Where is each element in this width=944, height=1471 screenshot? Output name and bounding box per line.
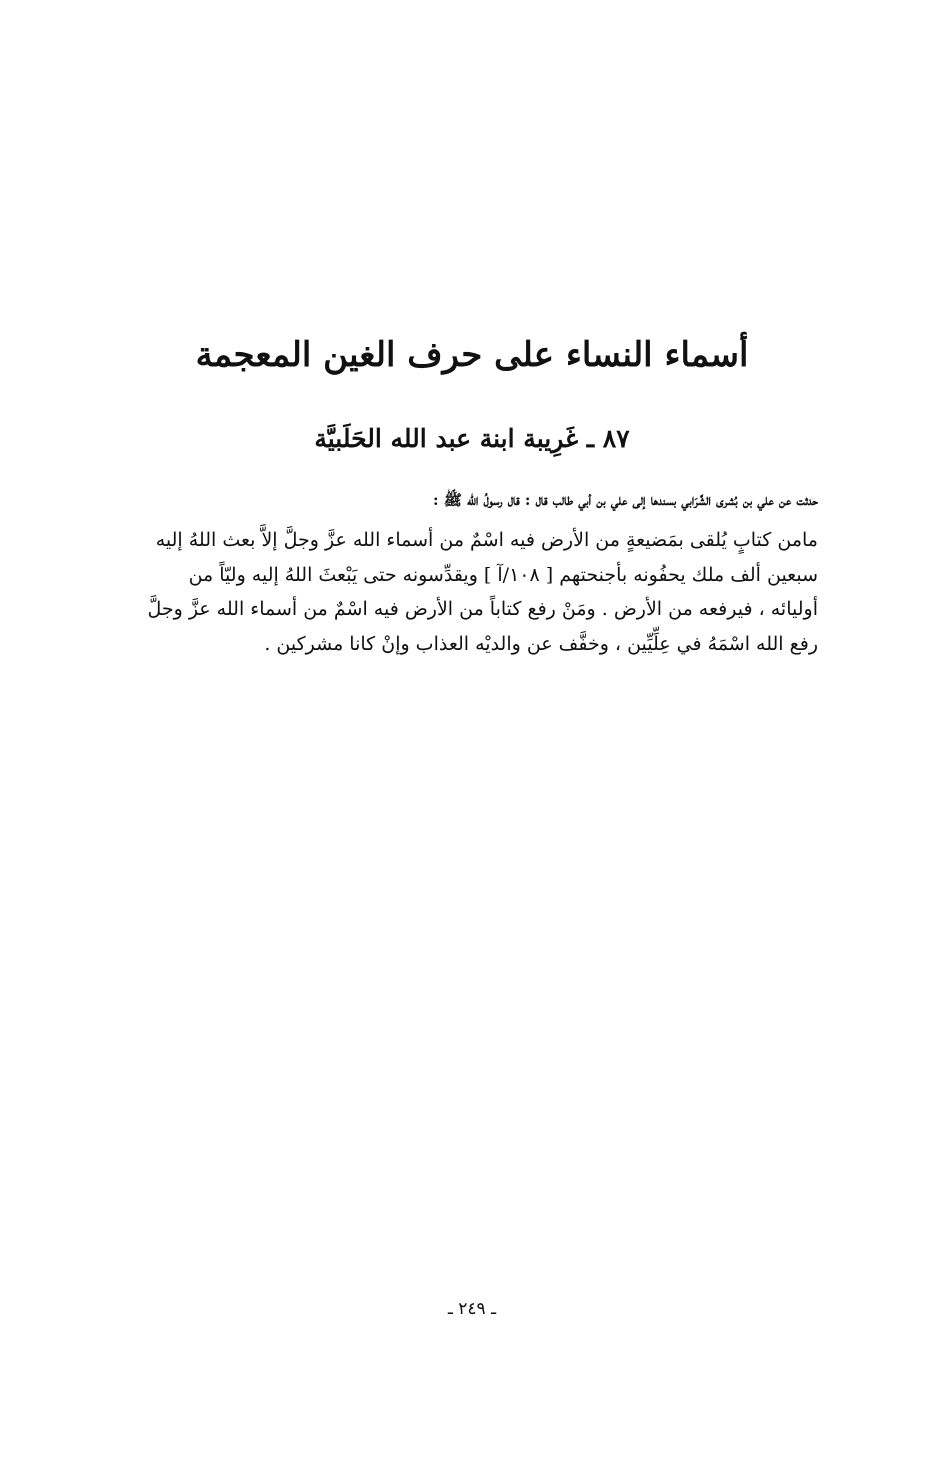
hadith-text [126, 523, 818, 661]
chapter-title: أسماء النساء على حرف الغين المعجمة [195, 335, 749, 375]
text-line: سبعين ألف ملك يحفُونه بأجنحتهم [ ١٠٨/آ ] ويقدِّسونه حتى يَبْعثَ اللهُ إليه وليّاً من [188, 563, 818, 586]
text-line: مامن كتابٍ يُلقى بمَضيعةٍ من الأرض فيه اسْمٌ من أسماء الله عزَّ وجلَّ إلاَّ بعث اللهُ إليه [155, 529, 818, 551]
page-number: ـ ٢٤٩ ـ [447, 1299, 497, 1319]
text-line: رفع الله اسْمَهُ في عِلِّيِّين ، وخفَّف عن والديْه العذاب وإنْ كانا مشركين . [264, 632, 818, 655]
entry-title: ٨٧ ـ غَرِيبة ابنة عبد الله الحَلَبيَّة [314, 424, 630, 453]
text-line: أوليائه ، فيرفعه من الأرض . ومَنْ رفع كتاباً من الأرض فيه اسْمٌ من أسماء الله عزَّ وجلَّ [147, 598, 818, 620]
narration-line: حدثت عن علي بن بُشرى الشَّرَابي بسندها إلى علي بن أبي طالب قال : قال رسولُ الله ﷺ : [432, 491, 818, 509]
